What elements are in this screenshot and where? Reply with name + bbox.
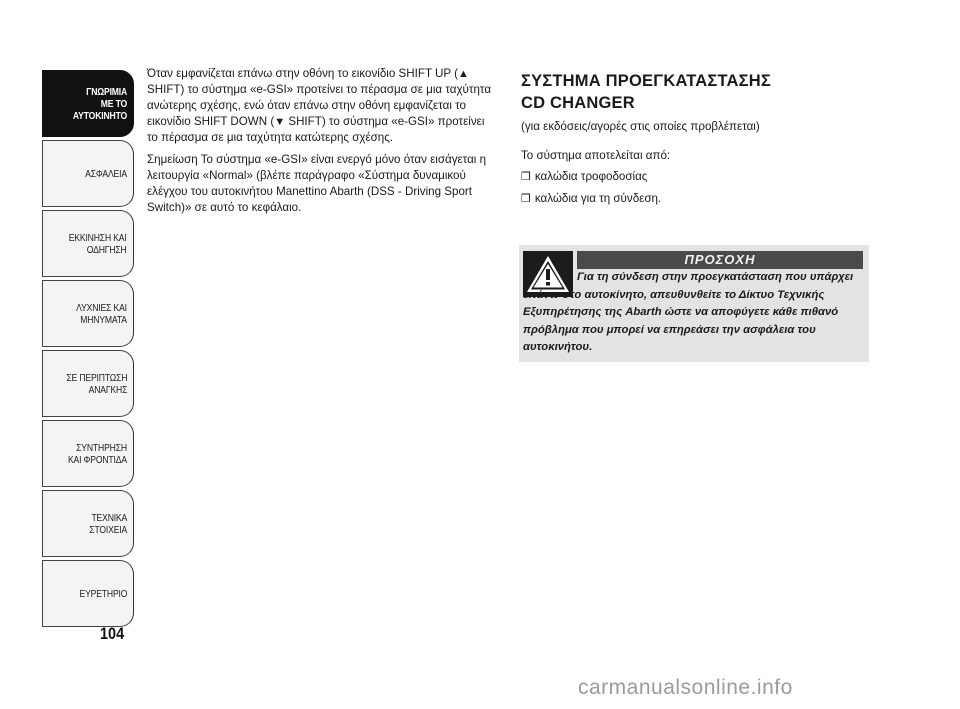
right-text-column — [521, 70, 871, 212]
tab-label: ΛΥΧΝΙΕΣ ΚΑΙ ΜΗΝΥΜΑΤΑ — [76, 301, 127, 326]
tab-index[interactable] — [42, 560, 134, 627]
shift-up-icon: ▲ — [458, 68, 469, 80]
watermark: carmanualsonline.info — [578, 676, 793, 699]
checkbox-bullet-icon: ❒ — [521, 193, 531, 205]
tab-label: ΕΥΡΕΤΗΡΙΟ — [79, 587, 127, 600]
chapter-tabs — [42, 70, 134, 630]
paragraph-text: SHIFT) το σύστημα «e-GSI» προτείνει το πέρασμα σε μια ταχύτητα ανώτερης σχέσης, ενώ όταν επάνω στην οθόνη εμφανίζεται το εικονίδιο SHIFT DOWN ( — [147, 83, 492, 128]
heading-line: ΣΥΣΤΗΜΑ ΠΡΟΕΓΚΑΤΑΣΤΑΣΗΣ — [521, 72, 771, 90]
paragraph-text: Όταν εμφανίζεται επάνω στην οθόνη το εικονίδιο SHIFT UP ( — [147, 67, 459, 80]
tab-label: ΕΚΚΙΝΗΣΗ ΚΑΙ ΟΔΗΓΗΣΗ — [69, 231, 127, 256]
heading-line: CD CHANGER — [521, 94, 635, 112]
tab-safety[interactable] — [42, 140, 134, 207]
section-heading — [521, 70, 871, 114]
checkbox-bullet-icon: ❒ — [521, 171, 531, 183]
warning-text: Για τη σύνδεση στην προεγκατάσταση που υπάρχει επάνω στο αυτοκίνητο, απευθυνθείτε το Δίκτυο Τεχνικής Εξυπηρέτησης της Abarth ώστε να αποφύγετε κάθε πιθανό πρόβλημα που μπορεί να επηρεάσει την ασφάλεια του αυτοκινήτου. — [523, 271, 854, 353]
tab-label: ΤΕΧΝΙΚΑ ΣΤΟΙΧΕΙΑ — [89, 511, 127, 536]
list-item — [521, 168, 871, 186]
list-item-text: καλώδια τροφοδοσίας — [534, 170, 648, 183]
tab-starting-driving[interactable] — [42, 210, 134, 277]
note-paragraph: Σημείωση Το σύστημα «e-GSI» είναι ενεργό μόνο όταν εισάγεται η λειτουργία «Normal» (βλέπε παράγραφο «Σύστημα δυναμικού ελέγχου του αυτοκινήτου Manettino Abarth (DSS - Driving Sport Switch)» σε αυτό το κεφάλαιο. — [147, 153, 487, 214]
tab-technical-data[interactable] — [42, 490, 134, 557]
tab-emergency[interactable] — [42, 350, 134, 417]
warning-title: ΠΡΟΣΟΧΗ — [577, 251, 863, 269]
shift-down-icon: ▼ — [274, 116, 286, 128]
page-number: 104 — [100, 624, 125, 643]
components-intro: Το σύστημα αποτελείται από: — [521, 149, 671, 162]
tab-label: ΓΝΩΡΙΜΙΑ ΜΕ ΤΟ ΑΥΤΟΚΙΝΗΤΟ — [72, 85, 127, 122]
tab-getting-to-know-car[interactable] — [42, 70, 134, 137]
warning-box — [519, 245, 869, 362]
list-item-text: καλώδια για τη σύνδεση. — [534, 192, 662, 205]
tab-maintenance-care[interactable] — [42, 420, 134, 487]
shift-indicator-paragraph — [147, 66, 492, 146]
tab-lights-messages[interactable] — [42, 280, 134, 347]
paragraph-text: SHIFT) το σύστημα «e-GSI» προτείνει το πέρασμα σε μια ταχύτητα κατώτερης σχέσης. — [147, 115, 485, 144]
tab-label: ΣΥΝΤΗΡΗΣΗ ΚΑΙ ΦΡΟΝΤΙΔΑ — [68, 441, 127, 466]
left-text-column — [147, 66, 492, 222]
list-item — [521, 190, 871, 208]
tab-label: ΑΣΦΑΛΕΙΑ — [85, 167, 127, 180]
tab-label: ΣΕ ΠΕΡΙΠΤΩΣΗ ΑΝΑΓΚΗΣ — [66, 371, 127, 396]
components-list — [521, 168, 871, 208]
section-subtitle: (για εκδόσεις/αγορές στις οποίες προβλέπεται) — [521, 120, 760, 133]
